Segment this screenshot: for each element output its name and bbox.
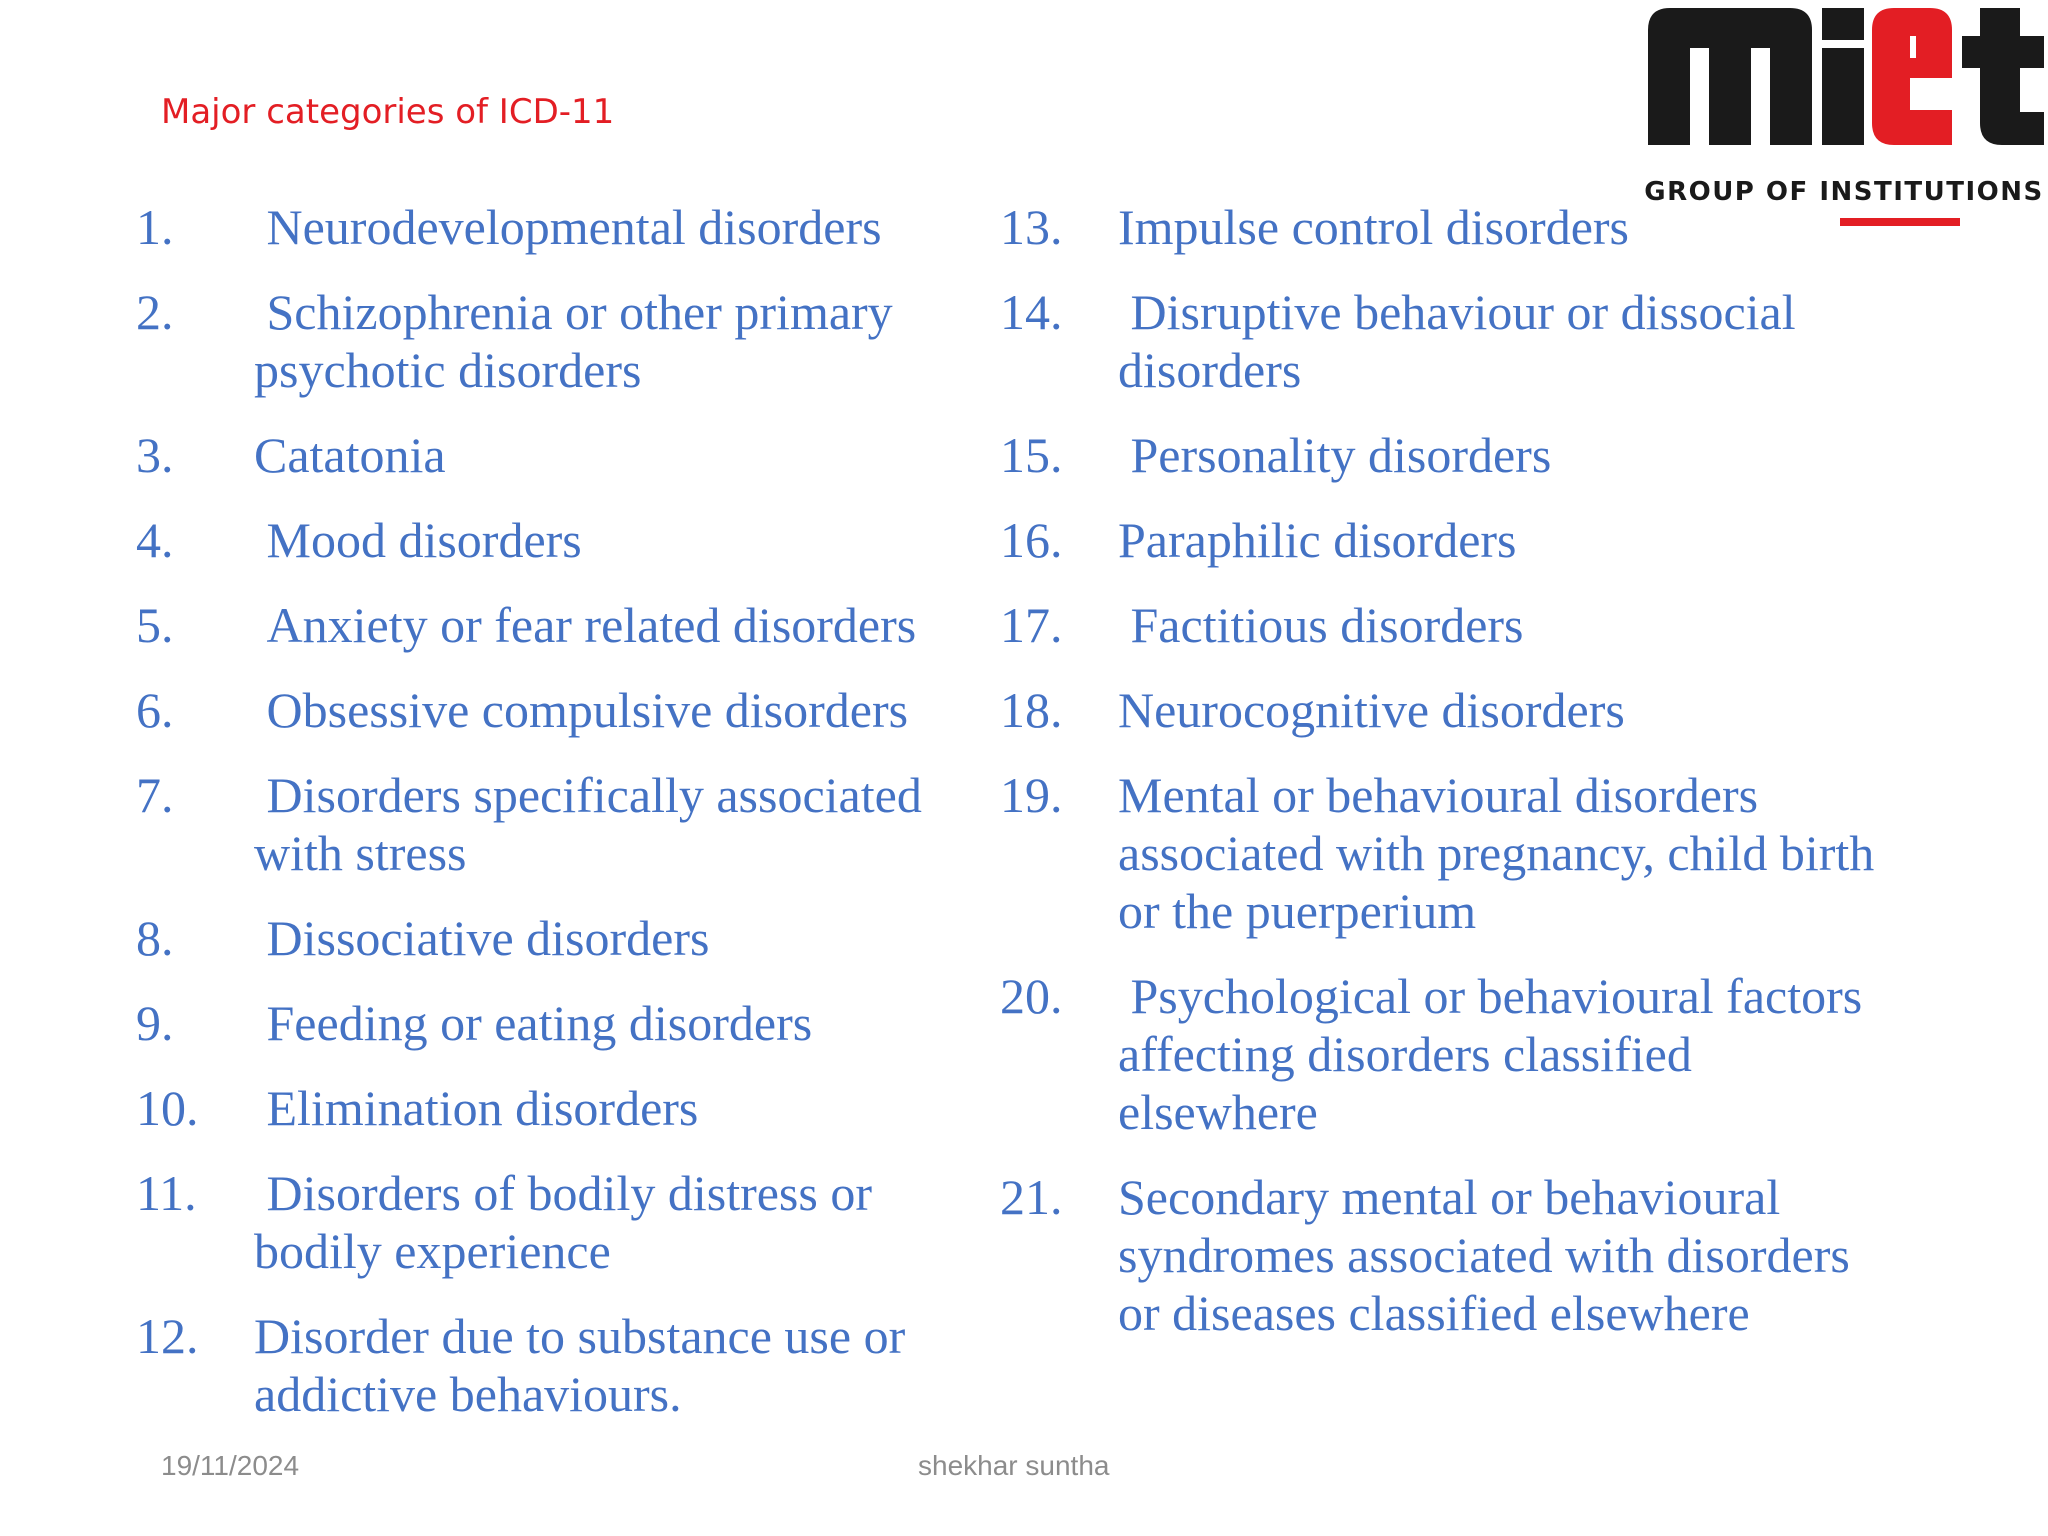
item-number: 2. <box>136 284 174 340</box>
item-text: Secondary mental or behavioural syndromes associated with disorders or diseases classified elsewhere <box>1118 1169 1863 1341</box>
list-item <box>1000 426 1900 484</box>
item-number: 12. <box>136 1308 199 1364</box>
item-number: 6. <box>136 682 174 738</box>
item-text: Catatonia <box>254 427 446 483</box>
item-number: 11. <box>136 1165 197 1221</box>
logo-tagline: GROUP OF INSTITUTIONS <box>1644 177 2044 207</box>
item-number: 8. <box>136 910 174 966</box>
item-text: Factitious disorders <box>1118 597 1524 653</box>
list-item <box>1000 596 1900 654</box>
list-item <box>136 198 996 256</box>
item-number: 19. <box>1000 767 1063 823</box>
item-number: 10. <box>136 1080 199 1136</box>
item-number: 5. <box>136 597 174 653</box>
logo-letter-i <box>1822 48 1864 145</box>
item-number: 20. <box>1000 968 1063 1024</box>
item-number: 16. <box>1000 512 1063 568</box>
logo-letter-e <box>1872 8 1952 145</box>
item-text: Neurocognitive disorders <box>1118 682 1625 738</box>
list-item <box>136 909 996 967</box>
list-item <box>136 994 996 1052</box>
item-text: Disorder due to substance use or addictive behaviours. <box>254 1308 918 1422</box>
item-text: Disorders specifically associated with stress <box>254 767 935 881</box>
item-number: 15. <box>1000 427 1063 483</box>
item-number: 4. <box>136 512 174 568</box>
item-text: Disruptive behaviour or dissocial disorders <box>1118 284 1809 398</box>
list-item <box>1000 283 1900 399</box>
item-number: 1. <box>136 199 174 255</box>
item-number: 9. <box>136 995 174 1051</box>
slide-title: Major categories of ICD-11 <box>161 92 615 132</box>
item-text: Personality disorders <box>1118 427 1552 483</box>
item-text: Elimination disorders <box>254 1080 699 1136</box>
item-number: 17. <box>1000 597 1063 653</box>
logo-letter-i-dot <box>1822 8 1864 40</box>
item-text: Impulse control disorders <box>1118 199 1630 255</box>
item-text: Psychological or behavioural factors affecting disorders classified elsewhere <box>1118 968 1875 1140</box>
logo-letter-t <box>1962 8 2044 145</box>
list-item <box>136 766 996 882</box>
category-list-left <box>136 198 996 1450</box>
category-list-right <box>1000 198 1900 1369</box>
list-item <box>136 681 996 739</box>
item-number: 14. <box>1000 284 1063 340</box>
item-text: Anxiety or fear related disorders <box>254 597 917 653</box>
item-text: Mental or behavioural disorders associated with pregnancy, child birth or the puerperium <box>1118 767 1887 939</box>
list-item <box>136 1164 996 1280</box>
footer-date: 19/11/2024 <box>161 1450 300 1481</box>
item-text: Schizophrenia or other primary psychotic disorders <box>254 284 906 398</box>
footer-author: shekhar suntha <box>918 1450 1110 1481</box>
list-item <box>136 426 996 484</box>
item-number: 3. <box>136 427 174 483</box>
item-number: 13. <box>1000 199 1063 255</box>
item-number: 7. <box>136 767 174 823</box>
list-item <box>136 596 996 654</box>
item-text: Feeding or eating disorders <box>254 995 813 1051</box>
item-text: Mood disorders <box>254 512 582 568</box>
list-item <box>136 283 996 399</box>
list-item <box>136 1079 996 1137</box>
list-item <box>1000 766 1900 940</box>
list-item <box>1000 681 1900 739</box>
list-item <box>1000 511 1900 569</box>
list-item <box>1000 967 1900 1141</box>
item-text: Dissociative disorders <box>254 910 710 966</box>
list-item <box>1000 198 1900 256</box>
item-text: Paraphilic disorders <box>1118 512 1517 568</box>
list-item <box>1000 1168 1900 1342</box>
item-number: 21. <box>1000 1169 1063 1225</box>
logo-letter-m <box>1648 8 1812 145</box>
item-text: Disorders of bodily distress or bodily experience <box>254 1165 885 1279</box>
list-item <box>136 511 996 569</box>
list-item <box>136 1307 996 1423</box>
item-text: Neurodevelopmental disorders <box>254 199 882 255</box>
item-number: 18. <box>1000 682 1063 738</box>
item-text: Obsessive compulsive disorders <box>254 682 909 738</box>
